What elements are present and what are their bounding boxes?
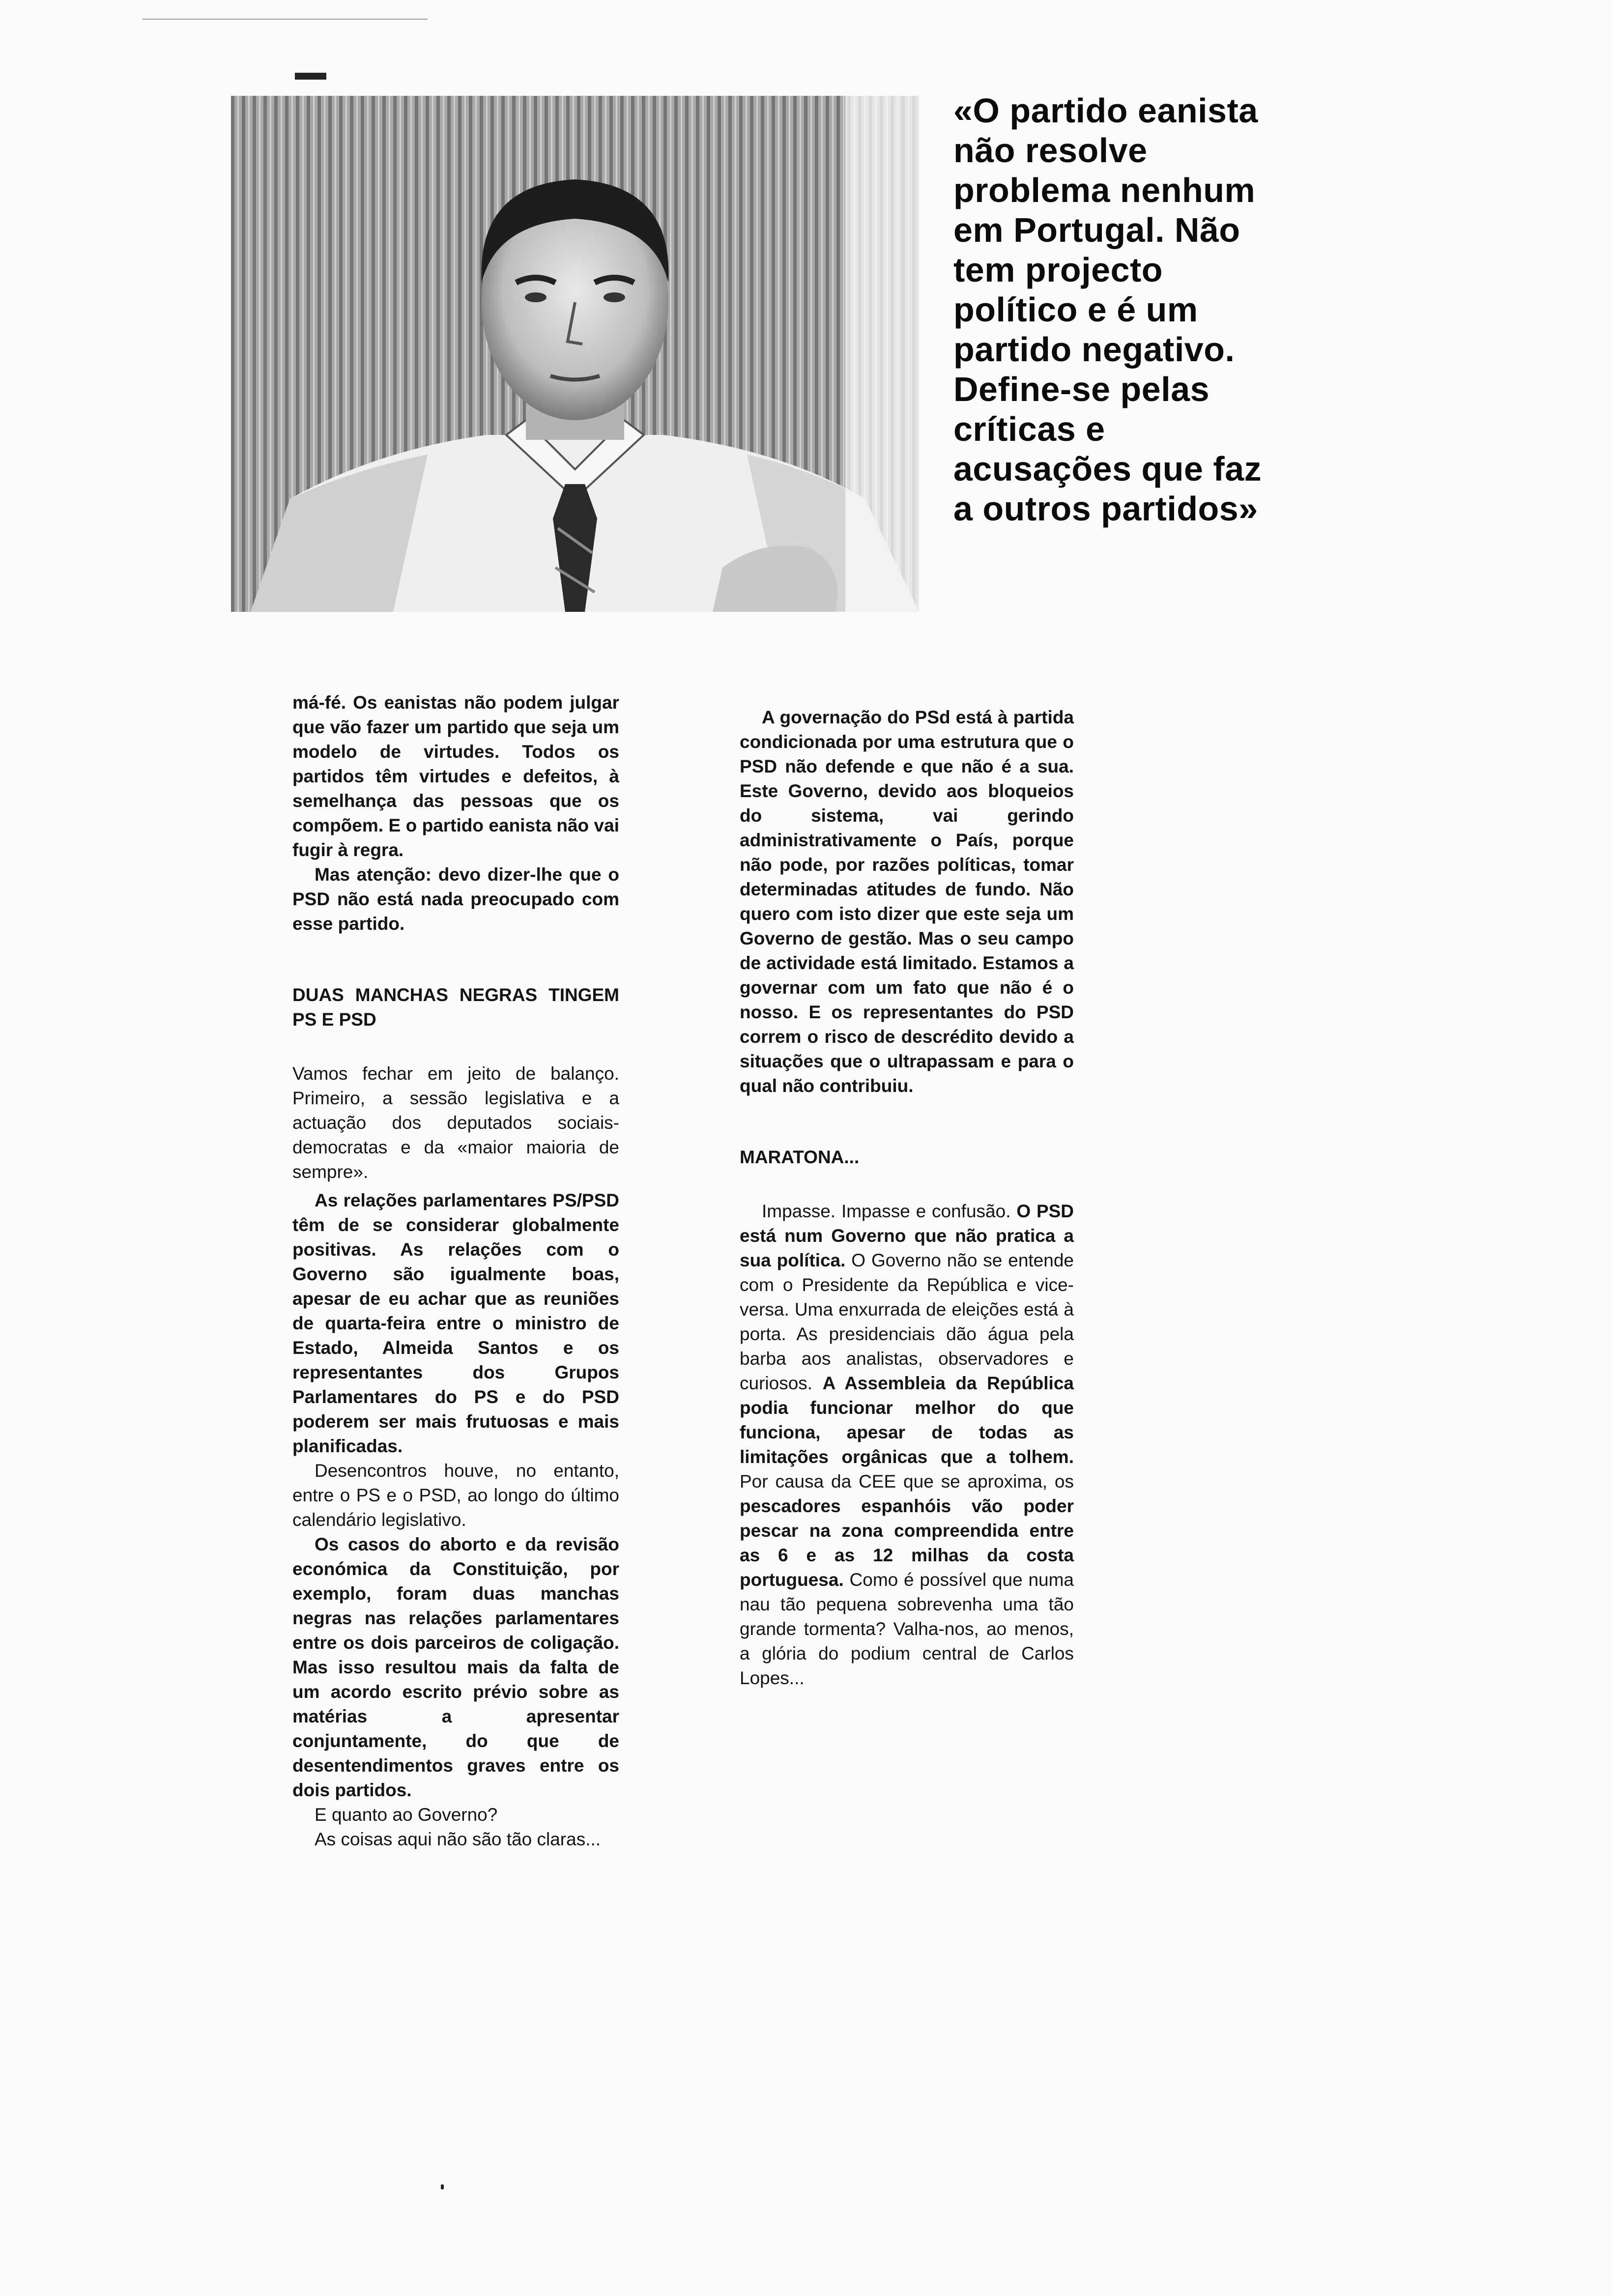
paragraph: Mas atenção: devo dizer-lhe que o PSD não está nada preocupado com esse partido.: [292, 864, 619, 934]
text-run: O PSD está num Governo que não pratica a sua política.: [740, 1201, 1074, 1270]
section-heading: DUAS MANCHAS NEGRAS TINGEM PS E PSD: [292, 985, 619, 1030]
paragraph: E quanto ao Governo?: [315, 1805, 498, 1825]
scan-line-top: [143, 19, 428, 20]
text-run: Como é possível que numa nau tão pequena sobrevenha uma tão grande tormenta? Valha-nos, ao menos, a glória do podium central de Carlos Lopes...: [740, 1570, 1074, 1688]
paragraph: Vamos fechar em jeito de balanço. Primeiro, a sessão legislativa e a actuação dos deputados sociais-democratas e da «maior maioria de sempre».: [292, 1063, 619, 1182]
text-run: Por causa da CEE que se aproxima, os: [740, 1471, 1074, 1492]
text-run: Impasse. Impasse e confusão.: [762, 1201, 1011, 1221]
text-run: O Governo não se entende com o Presidente da República e vice-versa. Uma enxurrada de eleições está à porta. As presidenciais dão água pela barba aos analistas, observadores e curiosos.: [740, 1250, 1074, 1393]
paragraph: Desencontros houve, no entanto, entre o PS e o PSD, ao longo do último calendário legislativo.: [292, 1461, 619, 1530]
paragraph: A governação do PSd está à partida condicionada por uma estrutura que o PSD não defende e que não é a sua. Este Governo, devido aos bloqueios do sistema, vai gerindo administrativamente o País, porque não pode, por razões políticas, tomar determinadas atitudes de fundo. Não quero com isto dizer que este seja um Governo de gestão. Mas o seu campo de actividade está limitado. Estamos a governar com um fato que não é o nosso. E os representantes do PSD correm o risco de descrédito devido a situações que o ultrapassam e para o qual não contribuiu.: [740, 707, 1074, 1096]
portrait-illustration: [231, 96, 919, 612]
paragraph: [740, 1199, 1074, 1691]
paragraph: má-fé. Os eanistas não podem julgar que vão fazer um partido que seja um modelo de virtudes. Todos os partidos têm virtudes e defeitos, à semelhança das pessoas que os compõem. E o partido eanista não vai fugir à regra.: [292, 692, 619, 860]
paragraph: As coisas aqui não são tão claras...: [315, 1829, 601, 1849]
text-run: pescadores espanhóis vão poder pescar na zona compreendida entre as 6 e as 12 milhas da costa portuguesa.: [740, 1496, 1074, 1590]
spacer: [292, 936, 619, 983]
pull-quote: «O partido eanista não resolve problema nenhum em Portugal. Não tem projecto político e é um partido negativo. Define-se pelas críticas e acusações que faz a outros partidos»: [953, 91, 1262, 528]
spacer: [740, 1098, 1074, 1145]
spacer: [740, 1170, 1074, 1199]
spacer: [292, 1184, 619, 1188]
article-column-left: [292, 690, 619, 1852]
portrait-photo: [231, 96, 919, 612]
paragraph: As relações parlamentares PS/PSD têm de se considerar globalmente positivas. As relações com o Governo são igualmente boas, apesar de eu achar que as reuniões de quarta-feira entre o ministro de Estado, Almeida Santos e os representantes dos Grupos Parlamentares do PS e do PSD poderem ser mais frutuosas e mais planificadas.: [292, 1190, 619, 1456]
scan-speck: [441, 2184, 444, 2189]
paragraph: Os casos do aborto e da revisão económica da Constituição, por exemplo, foram duas manchas negras nas relações parlamentares entre os dois parceiros de coligação. Mas isso resultou mais da falta de um acordo escrito prévio sobre as matérias a apresentar conjuntamente, do que de desentendimentos graves entre os dois partidos.: [292, 1534, 619, 1800]
spacer: [292, 1032, 619, 1062]
article-column-right: [740, 705, 1074, 1691]
section-heading: MARATONA...: [740, 1147, 860, 1167]
text-run: A Assembleia da República podia funcionar melhor do que funciona, apesar de todas as limitações orgânicas que a tolhem.: [740, 1373, 1074, 1467]
scan-mark-top: [295, 73, 326, 80]
